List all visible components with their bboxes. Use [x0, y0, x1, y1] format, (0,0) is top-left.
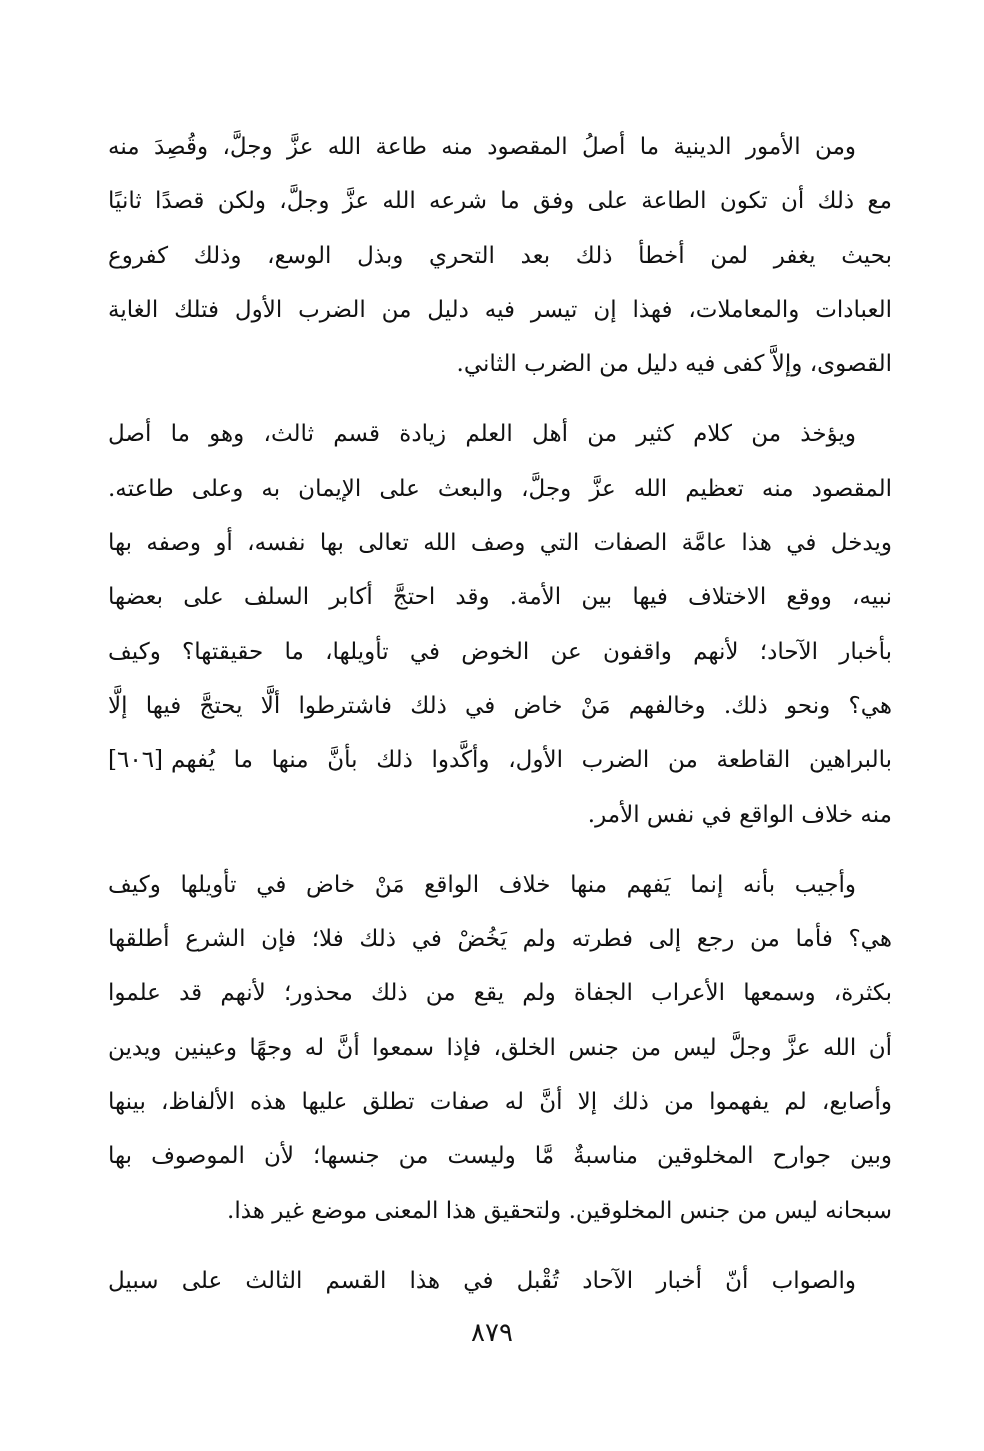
text-line: نبيه، ووقع الاختلاف فيها بين الأمة. وقد احتجَّ أكابر السلف على بعضها: [108, 584, 892, 611]
text-line: وأجيب بأنه إنما يَفهم منها خلاف الواقع مَنْ خاض في تأويلها وكيف: [108, 871, 856, 898]
text-line: ويؤخذ من كلام كثير من أهل العلم زيادة قسم ثالث، وهو ما أصل: [108, 421, 856, 448]
text-line: بأخبار الآحاد؛ لأنهم واقفون عن الخوض في تأويلها، ما حقيقتها؟ وكيف: [108, 638, 892, 665]
text-line: بالبراهين القاطعة من الضرب الأول، وأكَّدوا ذلك بأنَّ منها ما يُفهم: [171, 747, 892, 774]
text-line: بحيث يغفر لمن أخطأ ذلك بعد التحري وبذل الوسع، وذلك كفروع: [108, 242, 892, 269]
text-line: أن الله عزَّ وجلَّ ليس من جنس الخلق، فإذا سمعوا أنَّ له وجهًا وعينين ويدين: [108, 1034, 892, 1061]
paragraph-4: [108, 1254, 892, 1308]
text-line: هي؟ ونحو ذلك. وخالفهم مَنْ خاض في ذلك فاشترطوا ألَّا يحتجَّ فيها إلَّا: [108, 692, 892, 719]
page-body: [108, 120, 892, 1324]
text-line: ويدخل في هذا عامَّة الصفات التي وصف الله تعالى بها نفسه، أو وصفه بها: [108, 530, 892, 557]
paragraph-1: [108, 120, 892, 391]
page-reference-marker: [٦٠٦]: [108, 747, 164, 774]
paragraph-2: [108, 407, 892, 841]
text-line: وبين جوارح المخلوقين مناسبةٌ مَّا وليست من جنسها؛ لأن الموصوف بها: [108, 1143, 892, 1170]
text-line: منه خلاف الواقع في نفس الأمر.: [587, 801, 892, 828]
paragraph-3: [108, 858, 892, 1238]
text-line: بكثرة، وسمعها الأعراب الجفاة ولم يقع من ذلك محذور؛ لأنهم قد علموا: [108, 980, 892, 1007]
text-line: والصواب أنّ أخبار الآحاد تُقْبل في هذا القسم الثالث على سبيل: [108, 1267, 856, 1294]
text-line: ومن الأمور الدينية ما أصلُ المقصود منه طاعة الله عزَّ وجلَّ، وقُصِدَ منه: [108, 134, 856, 160]
text-line: مع ذلك أن تكون الطاعة على وفق ما شرعه الله عزَّ وجلَّ، ولكن قصدًا ثانيًا: [108, 188, 892, 215]
text-line: المقصود منه تعظيم الله عزَّ وجلَّ، والبعث على الإيمان به وعلى طاعته.: [108, 475, 892, 502]
text-line: هي؟ فأما من رجع إلى فطرته ولم يَخُضْ في ذلك فلا؛ فإن الشرع أطلقها: [108, 926, 892, 953]
text-line: سبحانه ليس من جنس المخلوقين. ولتحقيق هذا المعنى موضع غير هذا.: [227, 1197, 892, 1224]
page-number: ٨٧٩: [471, 1318, 513, 1348]
text-line-with-ref: [108, 733, 892, 787]
text-line: وأصابع، لم يفهموا من ذلك إلا أنَّ له صفات تطلق عليها هذه الألفاظ، بينها: [108, 1089, 892, 1116]
text-line: العبادات والمعاملات، فهذا إن تيسر فيه دليل من الضرب الأول فتلك الغاية: [108, 296, 892, 323]
text-line: القصوى، وإلاَّ كفى فيه دليل من الضرب الثاني.: [456, 351, 892, 378]
